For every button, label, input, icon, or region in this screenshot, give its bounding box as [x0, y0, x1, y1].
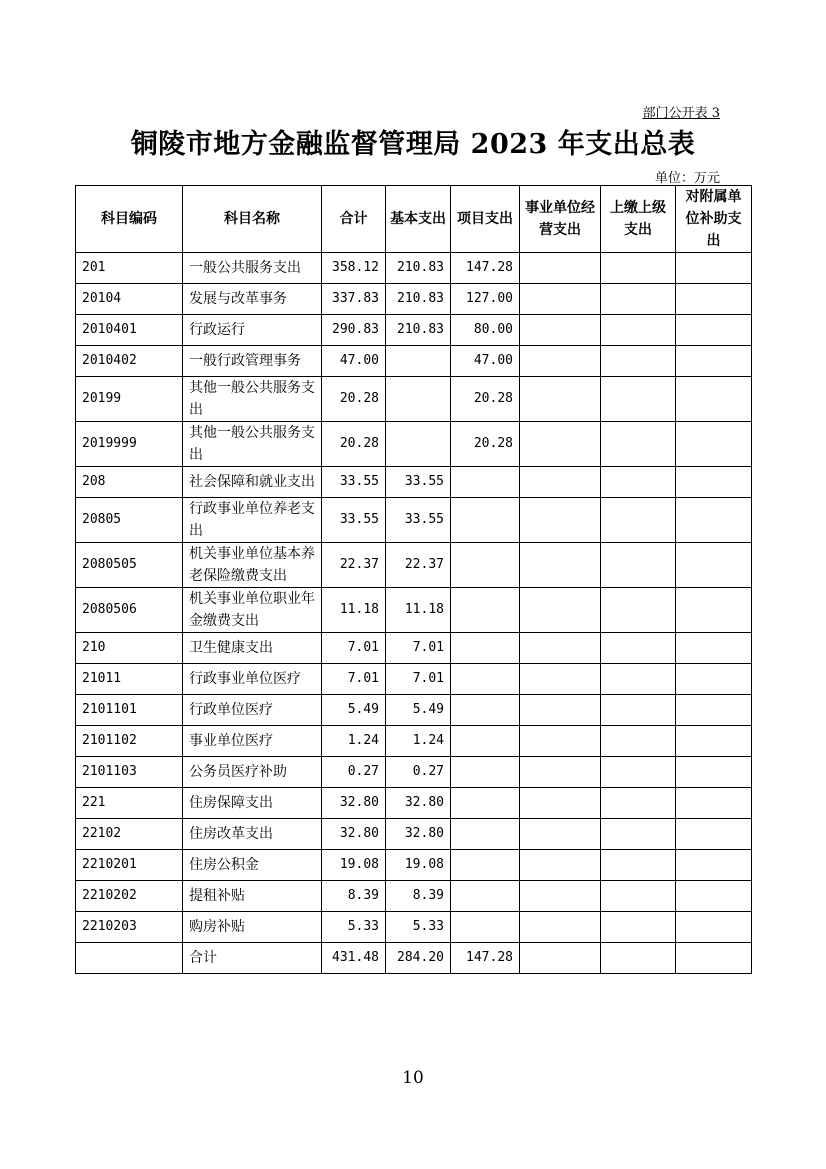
cell-code: 21011 [76, 664, 183, 695]
cell-basic: 284.20 [386, 943, 451, 974]
cell-basic [386, 377, 451, 422]
cell-name: 一般行政管理事务 [183, 346, 322, 377]
table-row [76, 726, 752, 757]
cell-basic: 210.83 [386, 315, 451, 346]
table-row [76, 943, 752, 974]
cell-code [76, 943, 183, 974]
cell-basic: 0.27 [386, 757, 451, 788]
cell-code: 208 [76, 467, 183, 498]
cell-total: 32.80 [322, 788, 386, 819]
cell-total: 32.80 [322, 819, 386, 850]
table-row [76, 422, 752, 467]
cell-name: 事业单位医疗 [183, 726, 322, 757]
table-body [76, 253, 752, 974]
cell-subsidy [676, 695, 752, 726]
cell-project [451, 726, 520, 757]
cell-project [451, 543, 520, 588]
cell-subsidy [676, 912, 752, 943]
cell-business [520, 253, 601, 284]
cell-business [520, 284, 601, 315]
cell-total: 5.33 [322, 912, 386, 943]
cell-remit [601, 881, 676, 912]
cell-remit [601, 253, 676, 284]
header-name: 科目名称 [183, 186, 322, 253]
cell-remit [601, 315, 676, 346]
cell-business [520, 757, 601, 788]
cell-name: 住房保障支出 [183, 788, 322, 819]
header-row [76, 186, 752, 253]
cell-total: 0.27 [322, 757, 386, 788]
cell-code: 221 [76, 788, 183, 819]
table-row [76, 467, 752, 498]
cell-total: 20.28 [322, 422, 386, 467]
cell-remit [601, 588, 676, 633]
cell-remit [601, 346, 676, 377]
table-row [76, 788, 752, 819]
cell-business [520, 422, 601, 467]
header-project: 项目支出 [451, 186, 520, 253]
cell-name: 行政单位医疗 [183, 695, 322, 726]
cell-project: 147.28 [451, 253, 520, 284]
cell-basic: 11.18 [386, 588, 451, 633]
table-row [76, 315, 752, 346]
cell-name: 公务员医疗补助 [183, 757, 322, 788]
cell-basic: 19.08 [386, 850, 451, 881]
cell-subsidy [676, 377, 752, 422]
cell-project: 80.00 [451, 315, 520, 346]
cell-subsidy [676, 588, 752, 633]
cell-total: 8.39 [322, 881, 386, 912]
table-row [76, 695, 752, 726]
table-row [76, 498, 752, 543]
cell-remit [601, 788, 676, 819]
cell-remit [601, 377, 676, 422]
table-row [76, 543, 752, 588]
cell-project [451, 588, 520, 633]
cell-code: 2101103 [76, 757, 183, 788]
cell-code: 2010401 [76, 315, 183, 346]
cell-basic: 22.37 [386, 543, 451, 588]
header-code: 科目编码 [76, 186, 183, 253]
cell-project [451, 912, 520, 943]
cell-code: 20805 [76, 498, 183, 543]
cell-code: 2210201 [76, 850, 183, 881]
unit-label: 单位：万元 [654, 171, 720, 186]
cell-remit [601, 850, 676, 881]
table-row [76, 850, 752, 881]
cell-basic: 1.24 [386, 726, 451, 757]
table-row [76, 346, 752, 377]
cell-business [520, 881, 601, 912]
cell-name: 住房公积金 [183, 850, 322, 881]
table-row [76, 588, 752, 633]
cell-project: 127.00 [451, 284, 520, 315]
cell-name: 其他一般公共服务支出 [183, 422, 322, 467]
cell-project [451, 664, 520, 695]
cell-business [520, 498, 601, 543]
cell-total: 33.55 [322, 467, 386, 498]
cell-name: 合计 [183, 943, 322, 974]
page-number: 10 [402, 1068, 424, 1088]
cell-remit [601, 726, 676, 757]
cell-project [451, 881, 520, 912]
cell-remit [601, 912, 676, 943]
header-business: 事业单位经营支出 [520, 186, 601, 253]
cell-name: 其他一般公共服务支出 [183, 377, 322, 422]
cell-code: 2019999 [76, 422, 183, 467]
cell-project [451, 467, 520, 498]
cell-remit [601, 284, 676, 315]
cell-total: 20.28 [322, 377, 386, 422]
cell-code: 2080505 [76, 543, 183, 588]
header-total: 合计 [322, 186, 386, 253]
cell-project [451, 498, 520, 543]
cell-subsidy [676, 726, 752, 757]
table-row [76, 284, 752, 315]
cell-remit [601, 664, 676, 695]
cell-project: 20.28 [451, 422, 520, 467]
cell-subsidy [676, 633, 752, 664]
cell-name: 社会保障和就业支出 [183, 467, 322, 498]
cell-name: 住房改革支出 [183, 819, 322, 850]
cell-name: 行政事业单位医疗 [183, 664, 322, 695]
cell-basic: 33.55 [386, 498, 451, 543]
cell-business [520, 726, 601, 757]
cell-code: 2080506 [76, 588, 183, 633]
cell-business [520, 346, 601, 377]
cell-code: 2210202 [76, 881, 183, 912]
cell-project [451, 819, 520, 850]
cell-code: 2210203 [76, 912, 183, 943]
cell-business [520, 315, 601, 346]
table-row [76, 819, 752, 850]
cell-name: 提租补贴 [183, 881, 322, 912]
cell-total: 431.48 [322, 943, 386, 974]
cell-remit [601, 543, 676, 588]
table-tag: 部门公开表 3 [642, 106, 720, 121]
table-row [76, 633, 752, 664]
cell-remit [601, 943, 676, 974]
cell-code: 20199 [76, 377, 183, 422]
cell-code: 201 [76, 253, 183, 284]
cell-subsidy [676, 315, 752, 346]
cell-name: 发展与改革事务 [183, 284, 322, 315]
cell-subsidy [676, 788, 752, 819]
cell-business [520, 912, 601, 943]
cell-subsidy [676, 284, 752, 315]
cell-total: 11.18 [322, 588, 386, 633]
cell-total: 358.12 [322, 253, 386, 284]
cell-total: 22.37 [322, 543, 386, 588]
cell-business [520, 377, 601, 422]
cell-code: 210 [76, 633, 183, 664]
cell-remit [601, 422, 676, 467]
cell-remit [601, 467, 676, 498]
cell-project: 47.00 [451, 346, 520, 377]
cell-business [520, 588, 601, 633]
cell-subsidy [676, 498, 752, 543]
cell-basic: 5.33 [386, 912, 451, 943]
cell-name: 行政事业单位养老支出 [183, 498, 322, 543]
cell-project: 20.28 [451, 377, 520, 422]
cell-basic [386, 422, 451, 467]
cell-basic: 8.39 [386, 881, 451, 912]
header-basic: 基本支出 [386, 186, 451, 253]
cell-basic: 33.55 [386, 467, 451, 498]
cell-business [520, 819, 601, 850]
cell-business [520, 695, 601, 726]
cell-name: 行政运行 [183, 315, 322, 346]
cell-business [520, 943, 601, 974]
cell-code: 2010402 [76, 346, 183, 377]
cell-remit [601, 633, 676, 664]
cell-name: 机关事业单位职业年金缴费支出 [183, 588, 322, 633]
cell-remit [601, 757, 676, 788]
cell-basic: 7.01 [386, 664, 451, 695]
cell-business [520, 467, 601, 498]
cell-subsidy [676, 881, 752, 912]
table-row [76, 881, 752, 912]
cell-subsidy [676, 819, 752, 850]
cell-remit [601, 498, 676, 543]
cell-basic: 210.83 [386, 284, 451, 315]
cell-subsidy [676, 422, 752, 467]
page-title: 铜陵市地方金融监督管理局 2023 年支出总表 [130, 129, 696, 160]
cell-basic: 32.80 [386, 788, 451, 819]
cell-basic [386, 346, 451, 377]
table-row [76, 912, 752, 943]
cell-code: 20104 [76, 284, 183, 315]
cell-total: 7.01 [322, 633, 386, 664]
cell-remit [601, 819, 676, 850]
cell-total: 7.01 [322, 664, 386, 695]
cell-basic: 7.01 [386, 633, 451, 664]
cell-total: 19.08 [322, 850, 386, 881]
cell-project [451, 695, 520, 726]
cell-subsidy [676, 664, 752, 695]
cell-subsidy [676, 543, 752, 588]
cell-business [520, 543, 601, 588]
header-remit: 上缴上级支出 [601, 186, 676, 253]
cell-total: 47.00 [322, 346, 386, 377]
table-row [76, 664, 752, 695]
cell-business [520, 788, 601, 819]
cell-basic: 210.83 [386, 253, 451, 284]
cell-project [451, 633, 520, 664]
cell-total: 33.55 [322, 498, 386, 543]
cell-basic: 5.49 [386, 695, 451, 726]
cell-basic: 32.80 [386, 819, 451, 850]
cell-name: 购房补贴 [183, 912, 322, 943]
cell-name: 一般公共服务支出 [183, 253, 322, 284]
cell-total: 1.24 [322, 726, 386, 757]
cell-project [451, 788, 520, 819]
cell-subsidy [676, 253, 752, 284]
cell-total: 290.83 [322, 315, 386, 346]
header-subsidy: 对附属单位补助支出 [676, 186, 752, 253]
cell-name: 机关事业单位基本养老保险缴费支出 [183, 543, 322, 588]
cell-project [451, 757, 520, 788]
cell-subsidy [676, 943, 752, 974]
cell-total: 5.49 [322, 695, 386, 726]
table-row [76, 377, 752, 422]
cell-code: 2101102 [76, 726, 183, 757]
cell-code: 22102 [76, 819, 183, 850]
cell-code: 2101101 [76, 695, 183, 726]
table-row [76, 253, 752, 284]
cell-project: 147.28 [451, 943, 520, 974]
cell-remit [601, 695, 676, 726]
cell-subsidy [676, 467, 752, 498]
cell-business [520, 850, 601, 881]
cell-total: 337.83 [322, 284, 386, 315]
cell-subsidy [676, 757, 752, 788]
cell-subsidy [676, 850, 752, 881]
table-row [76, 757, 752, 788]
cell-business [520, 664, 601, 695]
cell-subsidy [676, 346, 752, 377]
cell-name: 卫生健康支出 [183, 633, 322, 664]
expenditure-table [75, 185, 752, 974]
cell-project [451, 850, 520, 881]
cell-business [520, 633, 601, 664]
